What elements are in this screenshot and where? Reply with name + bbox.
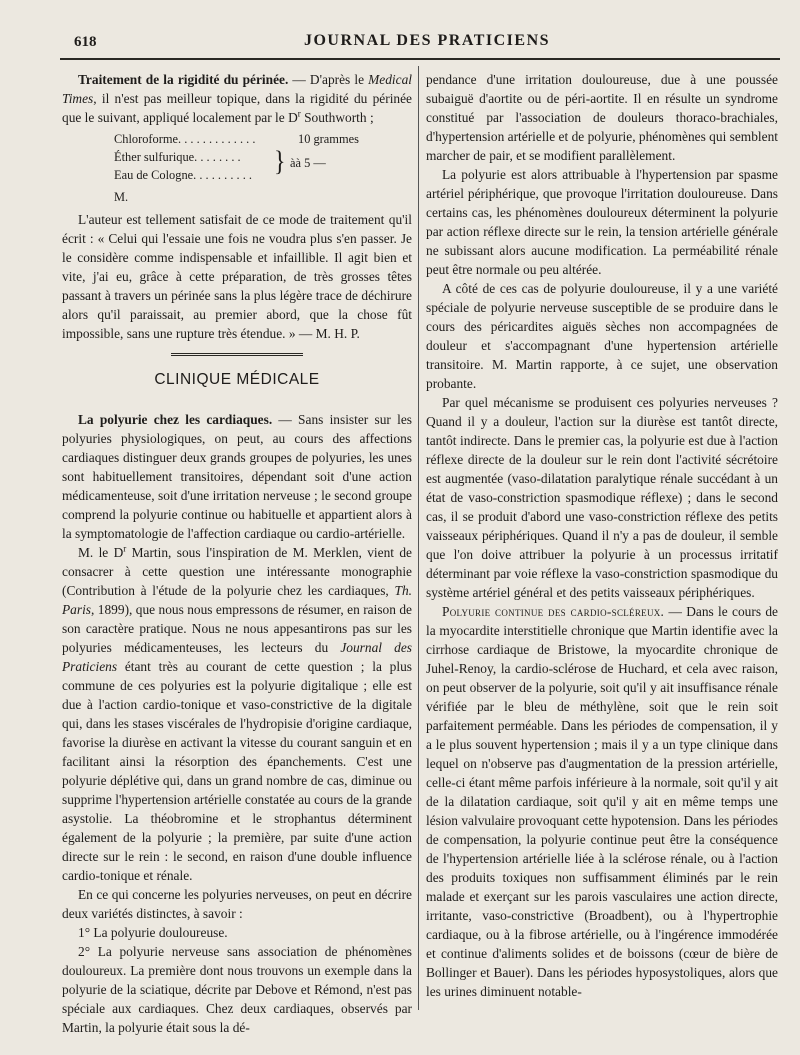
rigidity-body: L'auteur est tellement satisfait de ce mode de traitement qu'il écrit : « Celui qui l'essaie une fois ne voudra plus s'en passer. Je le considère comme indispensable et infaillible. Il agit bien et vite, j'ai eu, grâce à cette préparation, de très grosses têtes passant à travers un périnée sans la plus légère trace de déchirure alors qu'il paraissait, au premier abord, que la chose fût impossible, sans une rupture très étendue. » — M. H. P. xyxy=(62,212,412,341)
right-paragraph-1: pendance d'une irritation douloureuse, due à une poussée subaiguë d'aortite ou de péri-aortite. Il en résulte un syndrome constitué par l'association de douleurs thoraco-brachiales, d'hypertension artérielle et de polyurie, phénomènes qui semblent marcher de pair, et se modifient parallèlement. xyxy=(426,72,778,163)
left-column xyxy=(62,70,412,1037)
rigidity-intro: Traitement de la rigidité du périnée. — D'après le Medical Times, il n'est pas meilleur topique, dans la rigidité du périnée que le suivant, appliqué localement par le $D^r$ Southworth ; xyxy=(62,72,412,125)
journal-title: JOURNAL DES PRATICIENS xyxy=(303,32,551,49)
right-paragraph-3: A côté de ces cas de polyurie douloureuse, il y a une variété spéciale de polyurie nerveuse susceptible de se produire dans le cours des péricardites aiguës sèches non accompagnées de douleur et s'accompagnant d'une hypertension artérielle transitoire. M. Martin rapporte, à ce sujet, une observation probante. xyxy=(426,281,778,391)
formula-line-2: Éther sulfurique. . . . . . . . xyxy=(114,150,241,164)
right-paragraph-2: La polyurie est alors attribuable à l'hypertension par spasme artériel périphérique, que provoque l'irritation douloureuse. Dans certains cas, les phénomènes douloureux déterminent la polyurie par action réflexe directe sur le rein, la tension artérielle générale ne subissant alors aucune modification. La perméabilité rénale peut être normale ou peu altérée. xyxy=(426,167,778,277)
formula-sign: M. xyxy=(114,190,129,204)
double-rule xyxy=(171,353,303,359)
polyuria-intro: La polyurie chez les cardiaques. — Sans insister sur les polyuries physiologiques, on peut, au cours des affections cardiaques distinguer deux grands groupes de polyuries, les unes sont habituellement transitoires, dépendant soit d'une action médicamenteuse, soit d'une irritation nerveuse ; le second groupe comprend la polyurie continue ou habituelle et appartient alors à la symptomatologie de l'affection cardiaque ou cardio-artérielle. xyxy=(62,412,412,541)
rigidity-title: Traitement de la rigidité du périnée. xyxy=(78,72,289,87)
right-paragraph-5: Polyurie continue des cardio-scléreux. — Dans le cours de la myocardite interstitielle chronique que Martin identifie avec la cirrhose cardiaque de Bristowe, la myocardite chronique de Juhel-Renoy, la cardio-sclérose de Huchard, et cela avec raison, on peut observer de la polyurie, soit qu'il y ait insuffisance rénale vérifiée par le bleu de méthylène, soit que le rein soit parfaitement perméable. Dans les périodes de compensation, il y a le plus souvent hypertension ; mais il y a un type clinique dans lequel on n'observe pas d'augmentation de la pression artérielle, celle-ci étant même parfois inférieure à la normale, soit qu'il y ait de la dilatation cardiaque, soit qu'il y ait en même temps une lésion valvulaire provoquant cette hypotension. Dans les périodes de compensation, la polyurie continue peut être la conséquence de l'hypertension artérielle liée à la sclérose rénale, ou à l'action des produits toxiques non suffisamment éliminés par le rein malade et exerçant sur les parois vasculaires une action directe, irritante, vaso-constrictive (Broadbent), ou à l'hypertrophie cardiaque, ou à la fibrose artérielle, ou à l'ingérence immodérée et continue d'aliments solides et de boissons (cœur de bière de Bollinger et Bauer). Dans les périodes hyposystoliques, alors que les urines diminuent notable- xyxy=(426,604,778,999)
polyuria-paragraph-2: M. le $D^r$ Martin, sous l'inspiration de M. Merklen, vient de consacrer à cette question une intéressante monographie (Contribution à l'étude de la polyurie chez les cardiaques, Th. Paris, 1899), que nous nous empressons de résumer, en raison de son caractère pratique. Nous ne nous appesantirons pas sur les polyuries médicamenteuses, les lecteurs du Journal des Praticiens étant très au courant de cette question ; la plus commune de ces polyuries est la polyurie digitalique ; elle est due à l'action cardio-tonique et vaso-constrictive de la digitale qui, dans les stases viscérales de l'hydropisie d'origine cardiaque, favorise la diurèse en activant la vitesse du courant sanguin et en facilitant ainsi la résorption des épanchements. C'est une polyurie déplétive qui, dans un grand nombre de cas, diminue ou supprime l'hypertension artérielle constatée au cours de la grande asystolie. La théobromine et le strophantus déterminent également de la polyurie ; la première, par suite d'une action directe sur le rein : le second, en raison d'une double influence cardio-tonique et rénale. xyxy=(62,543,412,883)
right-paragraph-4: Par quel mécanisme se produisent ces polyuries nerveuses ? Quand il y a douleur, l'action sur la diurèse est tantôt directe, tantôt indirecte. Dans le premier cas, la polyurie est due à l'action réflexe directe de la douleur sur le rein dont l'activité sécrétoire est augmentée (vaso-dilatation paralytique rénale succédant à un état de vaso-constriction spasmodique réflexe) ; dans le second cas, il se produit d'abord une vaso-constriction réflexe des petits vaisseaux périphériques. Quand il n'y a pas de douleur, il semble que l'on doive attribuer la polyurie à un processus irritatif déterminant par voie réflexe la vaso-constriction spasmodique du système artériel général et des petits vaisseaux périphériques. xyxy=(426,395,778,600)
page-number: 618 xyxy=(74,34,97,50)
brace-glyph: } xyxy=(274,146,286,178)
formula-line-3: Eau de Cologne. . . . . . . . . . xyxy=(114,168,252,182)
column-divider xyxy=(418,66,419,1010)
section-heading: CLINIQUE MÉDICALE xyxy=(154,371,320,388)
polyuria-title: La polyurie chez les cardiaques. xyxy=(78,412,273,427)
header-rule xyxy=(60,58,780,60)
right-column xyxy=(426,70,778,1001)
formula-line-1: Chloroforme. . . . . . . . . . . . . xyxy=(114,132,256,146)
source-title: Medical Times xyxy=(62,72,412,106)
list-item-1: 1° La polyurie douloureuse. xyxy=(78,925,228,940)
running-header xyxy=(74,30,780,56)
polyuria-paragraph-3: En ce qui concerne les polyuries nerveuses, on peut en décrire deux variétés distinctes, à savoir : xyxy=(62,887,412,921)
list-item-2: 2° La polyurie nerveuse sans association de phénomènes douloureux. La première dont nous trouvons un exemple dans la polyurie de la sciatique, décrite par Debove et Rémond, n'est pas spéciale aux cardiaques. Chez deux cardiaques, observés par Martin, la polyurie était sous la dé- xyxy=(62,944,412,1035)
cardiosclerosis-title: Polyurie continue des cardio-scléreux. xyxy=(442,604,665,619)
prescription-formula xyxy=(62,129,412,186)
formula-quantity-1: 10 grammes xyxy=(298,132,359,146)
formula-quantity-2: àà 5 — xyxy=(290,156,326,170)
